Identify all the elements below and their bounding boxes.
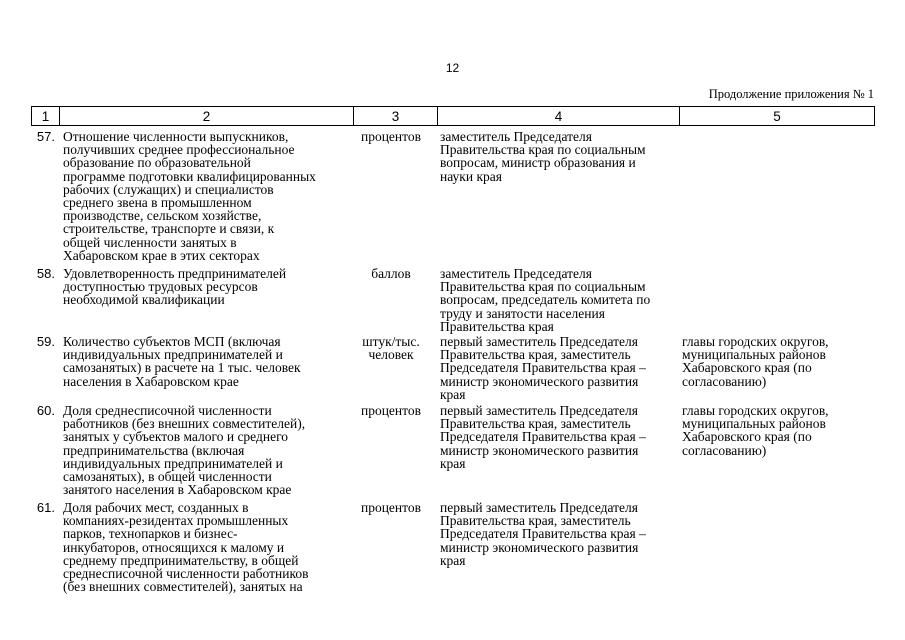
responsible-executor: первый заместитель Председателя Правительства края, заместитель Председателя Правительства края – министр экономического развития края <box>440 334 646 402</box>
row-number: 59. <box>36 334 55 349</box>
responsible-executor: заместитель Председателя Правительства края по социальным вопросам, председатель комитета по труду и занятости населения Правительства края <box>440 266 651 334</box>
table-row <box>31 130 874 267</box>
indicator-name: Доля среднесписочной численности работников (без внешних совместителей), занятых у субъектов малого и среднего предпринимательства (включая индивидуальных предпринимателей и самозанятых), в общей численности занятого населения в Хабаровском крае <box>63 403 306 498</box>
co-executors: главы городских округов, муниципальных районов Хабаровского края (по согласованию) <box>682 334 829 389</box>
continuation-label: Продолжение приложения № 1 <box>708 87 874 101</box>
header-row <box>32 107 875 126</box>
co-executors: главы городских округов, муниципальных районов Хабаровского края (по согласованию) <box>682 403 829 458</box>
unit-of-measure: процентов <box>360 403 421 418</box>
table-row <box>31 501 874 597</box>
row-number: 57. <box>36 129 55 144</box>
indicator-name: Удовлетворенность предпринимателей доступностью трудовых ресурсов необходимой квалификации <box>63 266 287 308</box>
indicator-name: Отношение численности выпускников, получивших среднее профессиональное образование по образовательной программе подготовки квалифицированных рабочих (служащих) и специалистов среднего звена в промышленном производстве, сельском хозяйстве, строительстве, транспорте и связи, к общей численности занятых в Хабаровском крае в этих секторах <box>63 129 316 263</box>
unit-of-measure: процентов <box>360 129 421 144</box>
responsible-executor: заместитель Председателя Правительства края по социальным вопросам, министр образования и науки края <box>440 129 646 184</box>
row-number: 60. <box>36 403 55 418</box>
unit-of-measure: процентов <box>360 500 421 515</box>
header-col-1: 1 <box>32 107 60 126</box>
row-number: 61. <box>36 500 55 515</box>
header-col-4: 4 <box>438 107 680 126</box>
header-col-3: 3 <box>354 107 438 126</box>
row-number: 58. <box>36 266 55 281</box>
column-number-header <box>31 106 875 126</box>
header-col-5: 5 <box>680 107 875 126</box>
table-row <box>31 335 874 404</box>
indicator-name: Доля рабочих мест, созданных в компаниях-резидентах промышленных парков, технопарков и бизнес- инкубаторов, относящихся к малому и среднему предпринимательству, в общей среднесписочной численности работников (без внешних совместителей), занятых на <box>63 500 309 595</box>
table-row <box>31 267 874 335</box>
responsible-executor: первый заместитель Председателя Правительства края, заместитель Председателя Правительства края – министр экономического развития края <box>440 403 646 471</box>
unit-of-measure: баллов <box>371 266 411 281</box>
indicator-name: Количество субъектов МСП (включая индивидуальных предпринимателей и самозанятых) в расчете на 1 тыс. человек населения в Хабаровском крае <box>63 334 301 389</box>
responsible-executor: первый заместитель Председателя Правительства края, заместитель Председателя Правительства края – министр экономического развития края <box>440 500 646 568</box>
table-row <box>31 404 874 501</box>
unit-of-measure: штук/тыс. человек <box>362 334 420 363</box>
header-col-2: 2 <box>60 107 354 126</box>
indicator-rows <box>31 130 874 597</box>
page-number: 12 <box>445 61 460 75</box>
